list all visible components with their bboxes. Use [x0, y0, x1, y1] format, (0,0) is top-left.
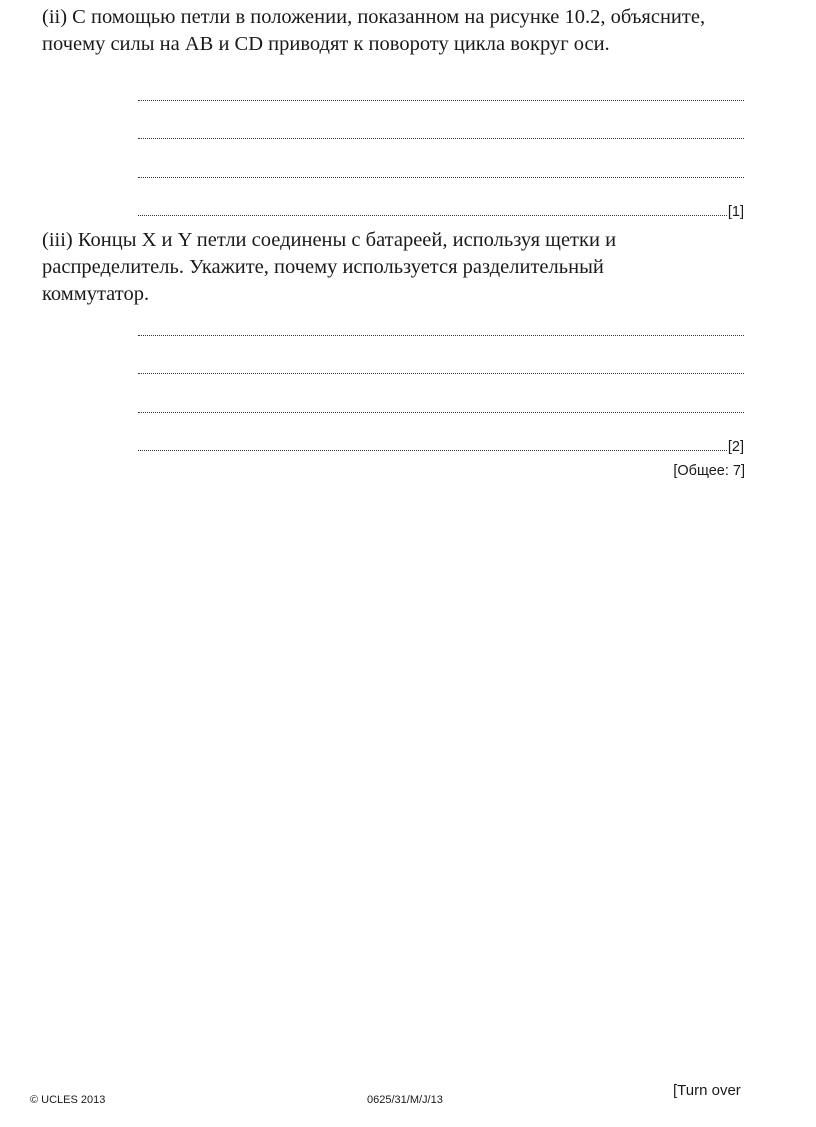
footer-paper-code: 0625/31/M/J/13	[367, 1094, 443, 1106]
dotted-line	[138, 373, 744, 374]
dotted-line	[138, 138, 744, 139]
footer-copyright: © UCLES 2013	[30, 1094, 106, 1106]
dotted-line	[138, 450, 727, 451]
dotted-line	[138, 412, 744, 413]
answer-line[interactable]	[138, 66, 744, 105]
dotted-line	[138, 177, 744, 178]
total-marks: [Общее: 7]	[673, 463, 745, 479]
answer-line[interactable]	[138, 340, 744, 379]
question-iii-text: (iii) Концы X и Y петли соединены с батареей, используя щетки и распределитель. Укажите, почему используется разделительный коммутатор.	[42, 229, 617, 305]
answer-line[interactable]	[138, 301, 744, 340]
dotted-line	[138, 335, 744, 336]
dotted-line	[138, 215, 727, 216]
dotted-line	[138, 100, 744, 101]
answer-line[interactable]	[138, 143, 744, 182]
answer-line[interactable]	[138, 105, 744, 144]
turn-over-label: [Turn over	[673, 1082, 741, 1099]
mark-allocation-ii: [1]	[727, 204, 744, 220]
mark-allocation-iii: [2]	[727, 439, 744, 455]
answer-lines-iii[interactable]	[138, 301, 744, 455]
answer-line[interactable]	[138, 417, 744, 456]
question-ii-text: (ii) С помощью петли в положении, показанном на рисунке 10.2, объясните, почему силы на AB и CD приводят к повороту цикла вокруг оси.	[42, 6, 706, 55]
answer-line[interactable]	[138, 182, 744, 221]
answer-lines-ii[interactable]	[138, 66, 744, 220]
answer-line[interactable]	[138, 378, 744, 417]
